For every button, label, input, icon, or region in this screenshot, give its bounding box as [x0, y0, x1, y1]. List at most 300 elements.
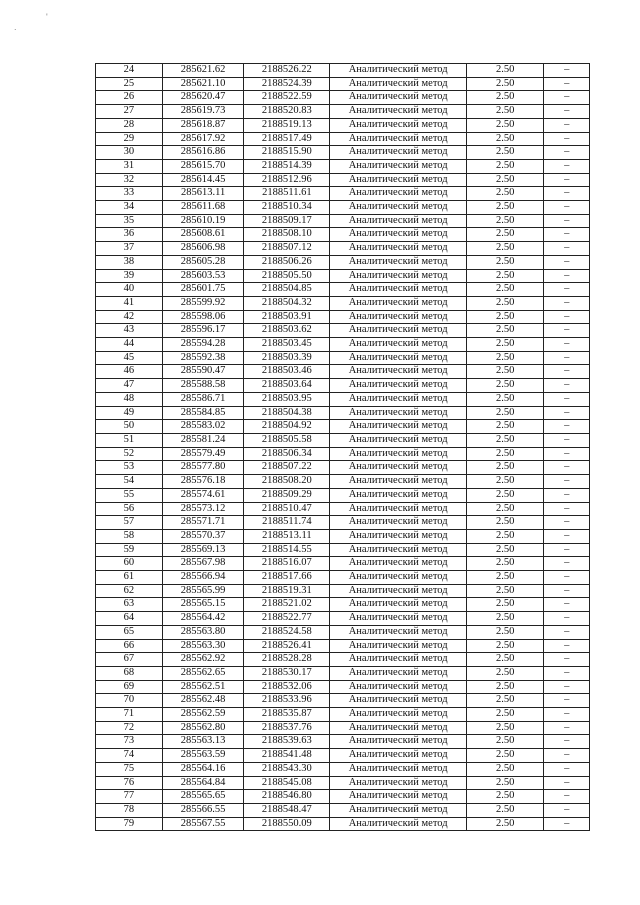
y-coordinate-cell: 2188545.08: [244, 776, 330, 790]
error-cell: 2.50: [467, 557, 544, 571]
table-row: [96, 598, 590, 612]
error-cell: 2.50: [467, 666, 544, 680]
method-cell: Аналитический метод: [330, 475, 467, 489]
point-number-cell: 35: [96, 214, 163, 228]
method-cell: Аналитический метод: [330, 310, 467, 324]
error-cell: 2.50: [467, 173, 544, 187]
error-cell: 2.50: [467, 721, 544, 735]
y-coordinate-cell: 2188530.17: [244, 666, 330, 680]
point-number-cell: 26: [96, 91, 163, 105]
error-cell: 2.50: [467, 598, 544, 612]
error-cell: 2.50: [467, 694, 544, 708]
method-cell: Аналитический метод: [330, 776, 467, 790]
note-cell: –: [544, 735, 590, 749]
y-coordinate-cell: 2188515.90: [244, 146, 330, 160]
x-coordinate-cell: 285562.65: [162, 666, 244, 680]
error-cell: 2.50: [467, 91, 544, 105]
table-row: [96, 159, 590, 173]
point-number-cell: 73: [96, 735, 163, 749]
point-number-cell: 51: [96, 433, 163, 447]
y-coordinate-cell: 2188505.50: [244, 269, 330, 283]
x-coordinate-cell: 285565.65: [162, 790, 244, 804]
y-coordinate-cell: 2188521.02: [244, 598, 330, 612]
method-cell: Аналитический метод: [330, 146, 467, 160]
x-coordinate-cell: 285564.42: [162, 612, 244, 626]
point-number-cell: 62: [96, 584, 163, 598]
table-row: [96, 406, 590, 420]
y-coordinate-cell: 2188524.39: [244, 77, 330, 91]
table-row: [96, 269, 590, 283]
method-cell: Аналитический метод: [330, 406, 467, 420]
note-cell: –: [544, 296, 590, 310]
error-cell: 2.50: [467, 255, 544, 269]
method-cell: Аналитический метод: [330, 543, 467, 557]
x-coordinate-cell: 285594.28: [162, 338, 244, 352]
error-cell: 2.50: [467, 749, 544, 763]
method-cell: Аналитический метод: [330, 433, 467, 447]
y-coordinate-cell: 2188507.12: [244, 242, 330, 256]
point-number-cell: 58: [96, 529, 163, 543]
point-number-cell: 77: [96, 790, 163, 804]
method-cell: Аналитический метод: [330, 694, 467, 708]
note-cell: –: [544, 612, 590, 626]
note-cell: –: [544, 365, 590, 379]
method-cell: Аналитический метод: [330, 132, 467, 146]
note-cell: –: [544, 77, 590, 91]
x-coordinate-cell: 285615.70: [162, 159, 244, 173]
table-row: [96, 201, 590, 215]
method-cell: Аналитический метод: [330, 708, 467, 722]
x-coordinate-cell: 285574.61: [162, 488, 244, 502]
error-cell: 2.50: [467, 639, 544, 653]
table-row: [96, 173, 590, 187]
method-cell: Аналитический метод: [330, 351, 467, 365]
x-coordinate-cell: 285563.59: [162, 749, 244, 763]
table-row: [96, 817, 590, 831]
y-coordinate-cell: 2188528.28: [244, 653, 330, 667]
point-number-cell: 69: [96, 680, 163, 694]
method-cell: Аналитический метод: [330, 91, 467, 105]
coordinates-table-body: [96, 64, 590, 831]
point-number-cell: 50: [96, 420, 163, 434]
y-coordinate-cell: 2188503.64: [244, 379, 330, 393]
point-number-cell: 71: [96, 708, 163, 722]
error-cell: 2.50: [467, 146, 544, 160]
table-row: [96, 228, 590, 242]
error-cell: 2.50: [467, 612, 544, 626]
point-number-cell: 49: [96, 406, 163, 420]
note-cell: –: [544, 790, 590, 804]
error-cell: 2.50: [467, 488, 544, 502]
x-coordinate-cell: 285620.47: [162, 91, 244, 105]
error-cell: 2.50: [467, 529, 544, 543]
point-number-cell: 68: [96, 666, 163, 680]
point-number-cell: 30: [96, 146, 163, 160]
table-row: [96, 351, 590, 365]
method-cell: Аналитический метод: [330, 420, 467, 434]
x-coordinate-cell: 285596.17: [162, 324, 244, 338]
point-number-cell: 79: [96, 817, 163, 831]
note-cell: –: [544, 91, 590, 105]
method-cell: Аналитический метод: [330, 447, 467, 461]
note-cell: –: [544, 557, 590, 571]
table-row: [96, 64, 590, 78]
method-cell: Аналитический метод: [330, 379, 467, 393]
note-cell: –: [544, 201, 590, 215]
table-row: [96, 708, 590, 722]
error-cell: 2.50: [467, 735, 544, 749]
method-cell: Аналитический метод: [330, 625, 467, 639]
note-cell: –: [544, 639, 590, 653]
note-cell: –: [544, 173, 590, 187]
table-row: [96, 420, 590, 434]
error-cell: 2.50: [467, 762, 544, 776]
table-row: [96, 132, 590, 146]
point-number-cell: 74: [96, 749, 163, 763]
table-row: [96, 694, 590, 708]
method-cell: Аналитический метод: [330, 324, 467, 338]
method-cell: Аналитический метод: [330, 612, 467, 626]
error-cell: 2.50: [467, 803, 544, 817]
error-cell: 2.50: [467, 296, 544, 310]
error-cell: 2.50: [467, 817, 544, 831]
coordinates-table: [95, 63, 590, 831]
error-cell: 2.50: [467, 324, 544, 338]
y-coordinate-cell: 2188517.66: [244, 571, 330, 585]
x-coordinate-cell: 285611.68: [162, 201, 244, 215]
note-cell: –: [544, 625, 590, 639]
note-cell: –: [544, 324, 590, 338]
error-cell: 2.50: [467, 776, 544, 790]
note-cell: –: [544, 118, 590, 132]
method-cell: Аналитический метод: [330, 584, 467, 598]
point-number-cell: 28: [96, 118, 163, 132]
point-number-cell: 45: [96, 351, 163, 365]
table-row: [96, 666, 590, 680]
x-coordinate-cell: 285570.37: [162, 529, 244, 543]
table-row: [96, 242, 590, 256]
point-number-cell: 36: [96, 228, 163, 242]
method-cell: Аналитический метод: [330, 488, 467, 502]
table-row: [96, 365, 590, 379]
note-cell: –: [544, 64, 590, 78]
table-row: [96, 584, 590, 598]
scan-speck: .: [14, 22, 17, 32]
table-row: [96, 721, 590, 735]
method-cell: Аналитический метод: [330, 749, 467, 763]
error-cell: 2.50: [467, 283, 544, 297]
x-coordinate-cell: 285562.48: [162, 694, 244, 708]
table-row: [96, 803, 590, 817]
note-cell: –: [544, 694, 590, 708]
scan-speck: ': [46, 12, 48, 22]
y-coordinate-cell: 2188520.83: [244, 105, 330, 119]
point-number-cell: 31: [96, 159, 163, 173]
y-coordinate-cell: 2188503.95: [244, 392, 330, 406]
point-number-cell: 39: [96, 269, 163, 283]
x-coordinate-cell: 285566.94: [162, 571, 244, 585]
method-cell: Аналитический метод: [330, 365, 467, 379]
table-row: [96, 529, 590, 543]
x-coordinate-cell: 285598.06: [162, 310, 244, 324]
y-coordinate-cell: 2188546.80: [244, 790, 330, 804]
note-cell: –: [544, 666, 590, 680]
method-cell: Аналитический метод: [330, 118, 467, 132]
y-coordinate-cell: 2188510.34: [244, 201, 330, 215]
x-coordinate-cell: 285583.02: [162, 420, 244, 434]
x-coordinate-cell: 285566.55: [162, 803, 244, 817]
x-coordinate-cell: 285571.71: [162, 516, 244, 530]
x-coordinate-cell: 285610.19: [162, 214, 244, 228]
note-cell: –: [544, 447, 590, 461]
table-row: [96, 475, 590, 489]
x-coordinate-cell: 285567.98: [162, 557, 244, 571]
y-coordinate-cell: 2188519.13: [244, 118, 330, 132]
table-row: [96, 790, 590, 804]
error-cell: 2.50: [467, 187, 544, 201]
y-coordinate-cell: 2188505.58: [244, 433, 330, 447]
y-coordinate-cell: 2188541.48: [244, 749, 330, 763]
y-coordinate-cell: 2188514.55: [244, 543, 330, 557]
point-number-cell: 43: [96, 324, 163, 338]
error-cell: 2.50: [467, 392, 544, 406]
method-cell: Аналитический метод: [330, 159, 467, 173]
table-row: [96, 543, 590, 557]
note-cell: –: [544, 461, 590, 475]
error-cell: 2.50: [467, 159, 544, 173]
point-number-cell: 70: [96, 694, 163, 708]
method-cell: Аналитический метод: [330, 735, 467, 749]
table-row: [96, 214, 590, 228]
x-coordinate-cell: 285577.80: [162, 461, 244, 475]
note-cell: –: [544, 433, 590, 447]
method-cell: Аналитический метод: [330, 502, 467, 516]
method-cell: Аналитический метод: [330, 461, 467, 475]
point-number-cell: 59: [96, 543, 163, 557]
y-coordinate-cell: 2188508.10: [244, 228, 330, 242]
y-coordinate-cell: 2188526.41: [244, 639, 330, 653]
y-coordinate-cell: 2188539.63: [244, 735, 330, 749]
method-cell: Аналитический метод: [330, 173, 467, 187]
error-cell: 2.50: [467, 64, 544, 78]
y-coordinate-cell: 2188503.91: [244, 310, 330, 324]
point-number-cell: 47: [96, 379, 163, 393]
error-cell: 2.50: [467, 228, 544, 242]
error-cell: 2.50: [467, 447, 544, 461]
note-cell: –: [544, 817, 590, 831]
note-cell: –: [544, 338, 590, 352]
table-row: [96, 146, 590, 160]
table-row: [96, 187, 590, 201]
note-cell: –: [544, 283, 590, 297]
table-row: [96, 379, 590, 393]
error-cell: 2.50: [467, 584, 544, 598]
note-cell: –: [544, 406, 590, 420]
x-coordinate-cell: 285617.92: [162, 132, 244, 146]
error-cell: 2.50: [467, 242, 544, 256]
note-cell: –: [544, 680, 590, 694]
note-cell: –: [544, 653, 590, 667]
point-number-cell: 76: [96, 776, 163, 790]
error-cell: 2.50: [467, 132, 544, 146]
note-cell: –: [544, 187, 590, 201]
error-cell: 2.50: [467, 351, 544, 365]
y-coordinate-cell: 2188519.31: [244, 584, 330, 598]
error-cell: 2.50: [467, 214, 544, 228]
error-cell: 2.50: [467, 201, 544, 215]
method-cell: Аналитический метод: [330, 598, 467, 612]
point-number-cell: 48: [96, 392, 163, 406]
note-cell: –: [544, 255, 590, 269]
method-cell: Аналитический метод: [330, 201, 467, 215]
note-cell: –: [544, 392, 590, 406]
method-cell: Аналитический метод: [330, 392, 467, 406]
error-cell: 2.50: [467, 461, 544, 475]
point-number-cell: 67: [96, 653, 163, 667]
y-coordinate-cell: 2188503.45: [244, 338, 330, 352]
point-number-cell: 46: [96, 365, 163, 379]
error-cell: 2.50: [467, 105, 544, 119]
x-coordinate-cell: 285613.11: [162, 187, 244, 201]
x-coordinate-cell: 285563.30: [162, 639, 244, 653]
table-row: [96, 557, 590, 571]
error-cell: 2.50: [467, 338, 544, 352]
note-cell: –: [544, 708, 590, 722]
y-coordinate-cell: 2188509.17: [244, 214, 330, 228]
note-cell: –: [544, 762, 590, 776]
x-coordinate-cell: 285608.61: [162, 228, 244, 242]
x-coordinate-cell: 285565.99: [162, 584, 244, 598]
method-cell: Аналитический метод: [330, 64, 467, 78]
error-cell: 2.50: [467, 475, 544, 489]
x-coordinate-cell: 285586.71: [162, 392, 244, 406]
table-row: [96, 653, 590, 667]
note-cell: –: [544, 543, 590, 557]
note-cell: –: [544, 351, 590, 365]
x-coordinate-cell: 285621.62: [162, 64, 244, 78]
error-cell: 2.50: [467, 516, 544, 530]
y-coordinate-cell: 2188516.07: [244, 557, 330, 571]
note-cell: –: [544, 214, 590, 228]
point-number-cell: 34: [96, 201, 163, 215]
note-cell: –: [544, 584, 590, 598]
note-cell: –: [544, 598, 590, 612]
table-row: [96, 296, 590, 310]
x-coordinate-cell: 285562.59: [162, 708, 244, 722]
note-cell: –: [544, 516, 590, 530]
method-cell: Аналитический метод: [330, 283, 467, 297]
x-coordinate-cell: 285562.92: [162, 653, 244, 667]
x-coordinate-cell: 285567.55: [162, 817, 244, 831]
note-cell: –: [544, 242, 590, 256]
x-coordinate-cell: 285579.49: [162, 447, 244, 461]
table-row: [96, 91, 590, 105]
y-coordinate-cell: 2188513.11: [244, 529, 330, 543]
error-cell: 2.50: [467, 379, 544, 393]
x-coordinate-cell: 285562.51: [162, 680, 244, 694]
note-cell: –: [544, 803, 590, 817]
table-row: [96, 447, 590, 461]
x-coordinate-cell: 285584.85: [162, 406, 244, 420]
y-coordinate-cell: 2188533.96: [244, 694, 330, 708]
x-coordinate-cell: 285614.45: [162, 173, 244, 187]
y-coordinate-cell: 2188506.34: [244, 447, 330, 461]
x-coordinate-cell: 285564.16: [162, 762, 244, 776]
table-row: [96, 516, 590, 530]
x-coordinate-cell: 285564.84: [162, 776, 244, 790]
point-number-cell: 33: [96, 187, 163, 201]
note-cell: –: [544, 488, 590, 502]
note-cell: –: [544, 269, 590, 283]
method-cell: Аналитический метод: [330, 762, 467, 776]
note-cell: –: [544, 776, 590, 790]
x-coordinate-cell: 285573.12: [162, 502, 244, 516]
x-coordinate-cell: 285590.47: [162, 365, 244, 379]
error-cell: 2.50: [467, 406, 544, 420]
table-row: [96, 118, 590, 132]
point-number-cell: 57: [96, 516, 163, 530]
note-cell: –: [544, 529, 590, 543]
note-cell: –: [544, 379, 590, 393]
table-row: [96, 571, 590, 585]
error-cell: 2.50: [467, 790, 544, 804]
note-cell: –: [544, 310, 590, 324]
error-cell: 2.50: [467, 365, 544, 379]
method-cell: Аналитический метод: [330, 228, 467, 242]
y-coordinate-cell: 2188511.61: [244, 187, 330, 201]
error-cell: 2.50: [467, 625, 544, 639]
table-row: [96, 502, 590, 516]
point-number-cell: 53: [96, 461, 163, 475]
method-cell: Аналитический метод: [330, 803, 467, 817]
point-number-cell: 27: [96, 105, 163, 119]
error-cell: 2.50: [467, 543, 544, 557]
y-coordinate-cell: 2188543.30: [244, 762, 330, 776]
method-cell: Аналитический метод: [330, 187, 467, 201]
x-coordinate-cell: 285605.28: [162, 255, 244, 269]
x-coordinate-cell: 285563.13: [162, 735, 244, 749]
x-coordinate-cell: 285599.92: [162, 296, 244, 310]
y-coordinate-cell: 2188504.92: [244, 420, 330, 434]
x-coordinate-cell: 285588.58: [162, 379, 244, 393]
x-coordinate-cell: 285565.15: [162, 598, 244, 612]
table-row: [96, 324, 590, 338]
error-cell: 2.50: [467, 680, 544, 694]
point-number-cell: 78: [96, 803, 163, 817]
method-cell: Аналитический метод: [330, 516, 467, 530]
note-cell: –: [544, 132, 590, 146]
table-row: [96, 762, 590, 776]
method-cell: Аналитический метод: [330, 557, 467, 571]
note-cell: –: [544, 721, 590, 735]
method-cell: Аналитический метод: [330, 255, 467, 269]
point-number-cell: 44: [96, 338, 163, 352]
y-coordinate-cell: 2188504.38: [244, 406, 330, 420]
error-cell: 2.50: [467, 708, 544, 722]
point-number-cell: 32: [96, 173, 163, 187]
x-coordinate-cell: 285619.73: [162, 105, 244, 119]
error-cell: 2.50: [467, 571, 544, 585]
x-coordinate-cell: 285621.10: [162, 77, 244, 91]
note-cell: –: [544, 420, 590, 434]
note-cell: –: [544, 228, 590, 242]
x-coordinate-cell: 285563.80: [162, 625, 244, 639]
method-cell: Аналитический метод: [330, 817, 467, 831]
x-coordinate-cell: 285569.13: [162, 543, 244, 557]
table-row: [96, 776, 590, 790]
point-number-cell: 75: [96, 762, 163, 776]
y-coordinate-cell: 2188514.39: [244, 159, 330, 173]
